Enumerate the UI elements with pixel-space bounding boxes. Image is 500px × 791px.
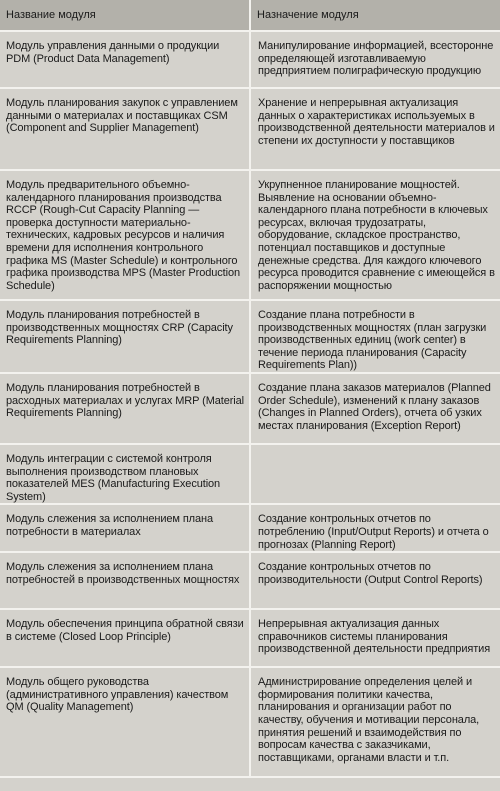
module-purpose-cell xyxy=(250,504,500,552)
table-row xyxy=(0,444,500,504)
module-purpose: Хранение и непрерывная актуализация данных о характеристиках используемых в производственной деятельности материалов и степени их доступности у поставщиков xyxy=(258,97,495,147)
table-row xyxy=(0,552,500,609)
header-row xyxy=(0,0,500,31)
table-row xyxy=(0,504,500,552)
module-purpose-cell xyxy=(250,444,500,504)
module-purpose-cell xyxy=(250,609,500,667)
module-purpose: Создание плана потребности в производственных мощностях (план загрузки производственных единиц (work center) в течение периода планирования (Capacity Requirements Plan)) xyxy=(258,309,487,372)
module-name-cell xyxy=(0,373,250,444)
module-purpose: Администрирование определения целей и формирования политики качества, планирования и организации работ по качеству, обучения и мотивации персонала, принятия решений и взаимодействия по вопросам качества с заказчиками, поставщиками, органами власти и т.п. xyxy=(258,676,480,764)
module-purpose-cell xyxy=(250,300,500,373)
module-name: Модуль управления данными о продукции PDM (Product Data Management) xyxy=(6,40,220,65)
module-name: Модуль предварительного объемно-календарного планирования производства RCCP (Rough-Cut Capacity Planning — проверка доступности материально-технических, кадровых ресурсов и наличия времени для исполнения контрольного графика MS (Master Schedule) и контрольного графика производства MPS (Master Production Schedule) xyxy=(6,179,241,292)
module-name-cell xyxy=(0,88,250,170)
module-purpose: Укрупненное планирование мощностей. Выявление на основании объемно-календарного плана потребности в ключевых ресурсах, включая трудозатраты, оборудование, складское пространство, потенциал поставщиков и доступные денежные средства. Для каждого ключевого ресурса проводится сравнение с имеющейся в распоряжении мощностью xyxy=(258,179,495,292)
table-header xyxy=(0,0,500,31)
table-row xyxy=(0,300,500,373)
module-name: Модуль слежения за исполнением плана потребности в материалах xyxy=(6,513,214,538)
table-row xyxy=(0,667,500,777)
module-name: Модуль планирования закупок с управлением данными о материалах и поставщиках CSM (Component and Supplier Management) xyxy=(6,97,238,135)
module-name-cell xyxy=(0,552,250,609)
module-name: Модуль планирования потребностей в производственных мощностях CRP (Capacity Requirements Planning) xyxy=(6,309,233,347)
module-name: Модуль планирования потребностей в расходных материалах и услугах MRP (Material Requirements Planning) xyxy=(6,381,245,420)
header-module-purpose: Назначение модуля xyxy=(250,0,500,31)
module-name-cell xyxy=(0,31,250,88)
module-purpose: Манипулирование информацией, всесторонне определяющей изготавливаемую предприятием полиграфическую продукцию xyxy=(258,40,494,78)
module-purpose-cell xyxy=(250,373,500,444)
module-purpose-cell xyxy=(250,31,500,88)
table-row xyxy=(0,373,500,444)
module-purpose: Создание контрольных отчетов по производительности (Output Control Reports) xyxy=(258,561,483,586)
module-name: Модуль общего руководства (административного управления) качеством QM (Quality Management) xyxy=(6,676,229,714)
module-purpose: Непрерывная актуализация данных справочников системы планирования производственной деятельности предприятия xyxy=(258,618,491,656)
module-name-cell xyxy=(0,170,250,300)
table-row xyxy=(0,31,500,88)
table-row xyxy=(0,609,500,667)
module-name-cell xyxy=(0,300,250,373)
table-body xyxy=(0,31,500,777)
module-name: Модуль слежения за исполнением плана потребностей в производственных мощностях xyxy=(6,561,240,586)
module-name-cell xyxy=(0,609,250,667)
module-purpose-cell xyxy=(250,552,500,609)
module-name: Модуль интеграции с системой контроля выполнения производством плановых показателей MES (Manufacturing Execution System) xyxy=(6,452,221,503)
module-purpose: Создание контрольных отчетов по потреблению (Input/Output Reports) и отчета о прогнозах (Planning Report) xyxy=(258,513,489,551)
table-row xyxy=(0,170,500,300)
table-row xyxy=(0,88,500,170)
module-name: Модуль обеспечения принципа обратной связи в системе (Closed Loop Principle) xyxy=(6,618,244,643)
module-purpose-cell xyxy=(250,88,500,170)
module-name-cell xyxy=(0,667,250,777)
module-purpose: Создание плана заказов материалов (Planned Order Schedule), изменений к плану заказов (Changes in Planned Orders), отчета об узких местах планирования (Exception Report) xyxy=(258,381,491,432)
module-name-cell xyxy=(0,444,250,504)
header-module-name: Название модуля xyxy=(0,0,250,31)
module-purpose-cell xyxy=(250,170,500,300)
module-name-cell xyxy=(0,504,250,552)
module-purpose-cell xyxy=(250,667,500,777)
